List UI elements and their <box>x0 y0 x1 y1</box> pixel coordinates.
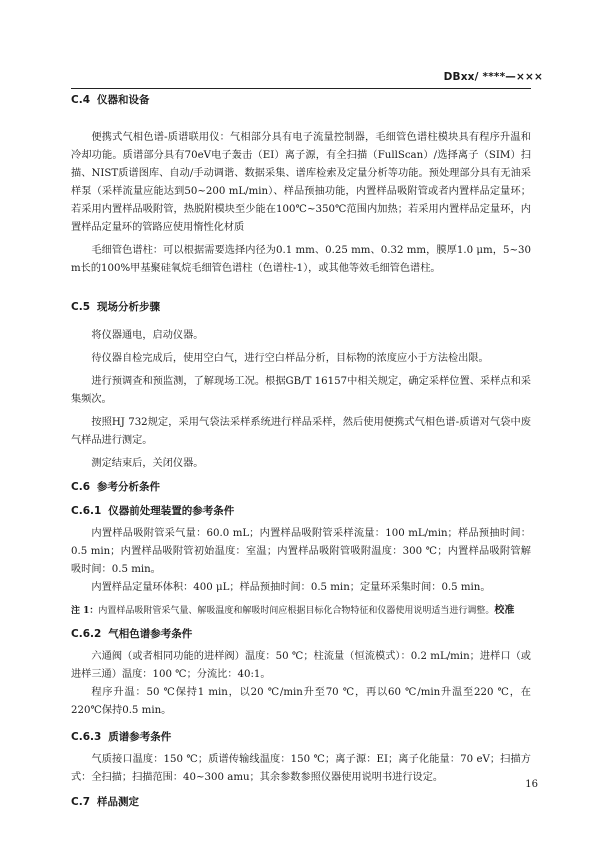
page-body <box>71 90 531 811</box>
paragraph-step: 进行预调查和预监测，了解现场工况。根据GB/T 16157中相关规定，确定采样位置、采样点和采集频次。 <box>71 376 531 405</box>
section-heading-c5 <box>71 298 531 316</box>
paragraph-step: 待仪器自检完成后，使用空白气，进行空白样品分析，目标物的浓度应小于方法检出限。 <box>91 353 489 364</box>
section-heading-c62 <box>71 625 531 643</box>
section-heading-c61 <box>71 502 531 520</box>
note <box>71 602 531 620</box>
section-number: C.6.3 <box>71 731 102 743</box>
section-title: 气相色谱参考条件 <box>108 628 193 640</box>
section-title: 仪器前处理装置的参考条件 <box>108 505 235 517</box>
paragraph-gc-conditions: 六通阀（或者相同功能的进样阀）温度：50 ℃；柱流量（恒流模式）：0.2 mL/min；进样口（或进样三通）温度：100 ℃；分流比：40:1。 <box>71 651 531 680</box>
paragraph-step: 将仪器通电，启动仪器。 <box>91 330 204 341</box>
page-number: 16 <box>525 779 538 790</box>
section-number: C.7 <box>71 796 91 808</box>
section-number: C.6.2 <box>71 628 102 640</box>
paragraph-pretreatment: 内置样品吸附管采气量：60.0 mL；内置样品吸附管采样流量：100 mL/min；样品预抽时间：0.5 min；内置样品吸附管初始温度：室温；内置样品吸附管吸附温度：300 ℃；内置样品吸附管解吸时间：0.5 min。 <box>71 528 531 575</box>
paragraph-step: 测定结束后，关闭仪器。 <box>91 458 204 469</box>
paragraph-column: 毛细管色谱柱：可以根据需要选择内径为0.1 mm、0.25 mm、0.32 mm，膜厚1.0 μm，5~30 m长的100%甲基聚硅氧烷毛细管色谱柱（色谱柱-1），或其他等效毛细管色谱柱。 <box>71 245 531 274</box>
section-title: 现场分析步骤 <box>97 301 161 313</box>
section-title: 质谱参考条件 <box>108 731 172 743</box>
section-number: C.6.1 <box>71 505 102 517</box>
paragraph-ms-conditions: 气质接口温度：150 ℃；质谱传输线温度：150 ℃；离子源：EI；离子化能量：70 eV；扫描方式：全扫描；扫描范围：40~300 amu；其余参数参照仪器使用说明书进行设定。 <box>71 754 531 783</box>
section-heading-c7 <box>71 793 531 811</box>
section-heading-c63 <box>71 728 531 746</box>
section-heading-c4 <box>71 91 531 109</box>
paragraph-step: 按照HJ 732规定，采用气袋法采样系统进行样品采样，然后使用便携式气相色谱-质谱对气袋中废气样品进行测定。 <box>71 417 531 446</box>
section-number: C.4 <box>71 94 91 106</box>
document-code: DBxx/ ****—××× <box>443 71 543 83</box>
note-label: 注 1： <box>71 606 99 616</box>
paragraph-instrument: 便携式气相色谱-质谱联用仪：气相部分具有电子流量控制器，毛细管色谱柱模块具有程序升温和冷却功能。质谱部分具有70eV电子轰击（EI）离子源，有全扫描（FullScan）/选择离子（SIM）扫描、NIST质谱图库、自动/手动调谐、数据采集、谱库检索及定量分析等功能。预处理部分具有无油采样泵（采样流量应能达到50~200 mL/min）、样品预抽功能，内置样品吸附管或者内置样品定量环；若采用内置样品吸附管，热脱附模块至少能在100℃~350℃范围内加热；若采用内置样品定量环，内置样品定量环的管路应使用惰性化材质 <box>71 132 531 233</box>
note-tail: 校准 <box>494 605 515 616</box>
paragraph-pretreatment: 内置样品定量环体积：400 μL；样品预抽时间：0.5 min；定量环采集时间：0.5 min。 <box>91 582 491 593</box>
section-title: 样品测定 <box>97 796 140 808</box>
section-number: C.5 <box>71 301 91 313</box>
note-text: 内置样品吸附管采气量、解吸温度和解吸时间应根据目标化合物特征和仪器使用说明适当进行调整。 <box>98 606 495 616</box>
section-title: 参考分析条件 <box>97 481 161 493</box>
section-heading-c6 <box>71 478 531 496</box>
paragraph-gc-program: 程序升温：50 ℃保持1 min，以20 ℃/min升至70 ℃，再以60 ℃/min升温至220 ℃，在220℃保持0.5 min。 <box>71 687 531 716</box>
section-title: 仪器和设备 <box>97 94 150 106</box>
section-number: C.6 <box>71 481 91 493</box>
header-rule <box>71 88 531 89</box>
